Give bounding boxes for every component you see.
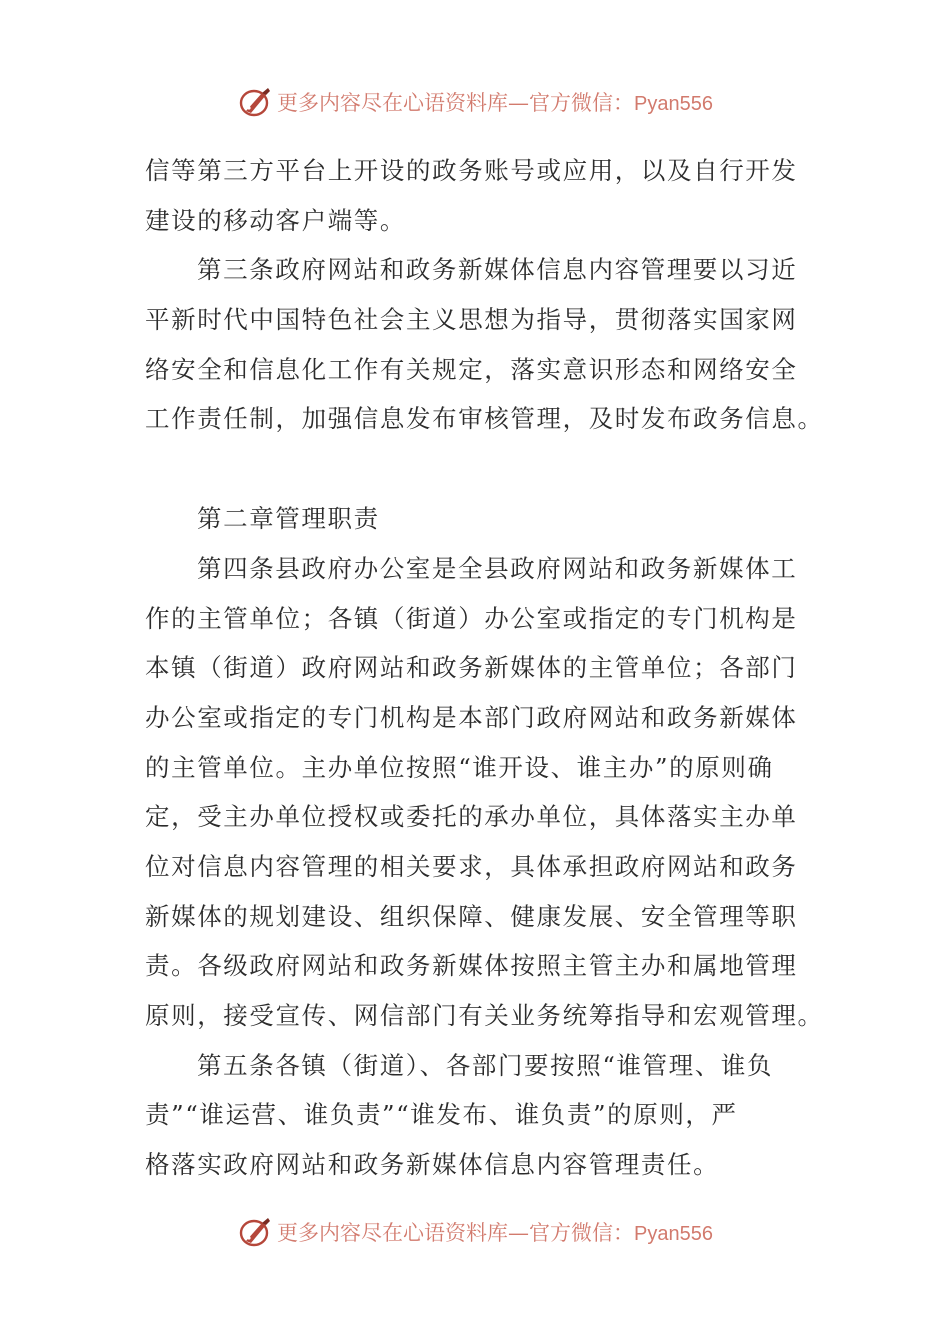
body-line: 格落实政府网站和政务新媒体信息内容管理责任。 bbox=[145, 1150, 720, 1180]
body-line: 的主管单位。主办单位按照“谁开设、谁主办”的原则确 bbox=[145, 752, 774, 782]
pen-nib-logo-icon bbox=[237, 84, 273, 120]
watermark-text bbox=[277, 87, 713, 117]
article-4-start: 第四条县政府办公室是全县政府网站和政务新媒体工 bbox=[197, 553, 798, 583]
watermark-text bbox=[277, 1217, 713, 1247]
article-3-start: 第三条政府网站和政务新媒体信息内容管理要以习近 bbox=[197, 255, 798, 285]
body-line: 定，受主办单位授权或委托的承办单位，具体落实主办单 bbox=[145, 802, 798, 832]
body-line: 建设的移动客户端等。 bbox=[145, 205, 406, 235]
chapter-title: 第二章管理职责 bbox=[197, 504, 380, 534]
body-line: 办公室或指定的专门机构是本部门政府网站和政务新媒体 bbox=[145, 702, 798, 732]
body-line: 信等第三方平台上开设的政务账号或应用，以及自行开发 bbox=[145, 156, 798, 185]
article-5-start: 第五条各镇（街道）、各部门要按照“谁管理、谁负 bbox=[197, 1050, 774, 1080]
pen-nib-logo-icon bbox=[237, 1214, 273, 1250]
watermark-text-cn: 更多内容尽在心语资料库—官方微信： bbox=[277, 91, 635, 115]
body-line: 原则，接受宣传、网信部门有关业务统筹指导和宏观管理。 bbox=[145, 1001, 824, 1030]
body-line: 责”“谁运营、谁负责”“谁发布、谁负责”的原则，严 bbox=[145, 1100, 738, 1130]
body-line: 新媒体的规划建设、组织保障、健康发展、安全管理等职 bbox=[145, 901, 798, 931]
footer-watermark bbox=[0, 1212, 950, 1252]
watermark-text-cn: 更多内容尽在心语资料库—官方微信： bbox=[277, 1221, 635, 1245]
body-line: 作的主管单位；各镇（街道）办公室或指定的专门机构是 bbox=[145, 603, 798, 633]
body-line: 本镇（街道）政府网站和政务新媒体的主管单位；各部门 bbox=[145, 653, 798, 683]
body-line: 责。各级政府网站和政务新媒体按照主管主办和属地管理 bbox=[145, 951, 798, 981]
document-body bbox=[145, 146, 824, 1190]
header-watermark bbox=[0, 82, 950, 122]
body-line: 平新时代中国特色社会主义思想为指导，贯彻落实国家网 bbox=[145, 305, 798, 335]
body-line: 络安全和信息化工作有关规定，落实意识形态和网络安全 bbox=[145, 354, 798, 384]
watermark-text-en: Pyan556 bbox=[634, 1223, 713, 1245]
watermark-text-en: Pyan556 bbox=[634, 93, 713, 115]
body-line: 工作责任制，加强信息发布审核管理，及时发布政务信息。 bbox=[145, 404, 824, 434]
body-line: 位对信息内容管理的相关要求，具体承担政府网站和政务 bbox=[145, 851, 798, 881]
paragraph-gap bbox=[145, 444, 805, 494]
